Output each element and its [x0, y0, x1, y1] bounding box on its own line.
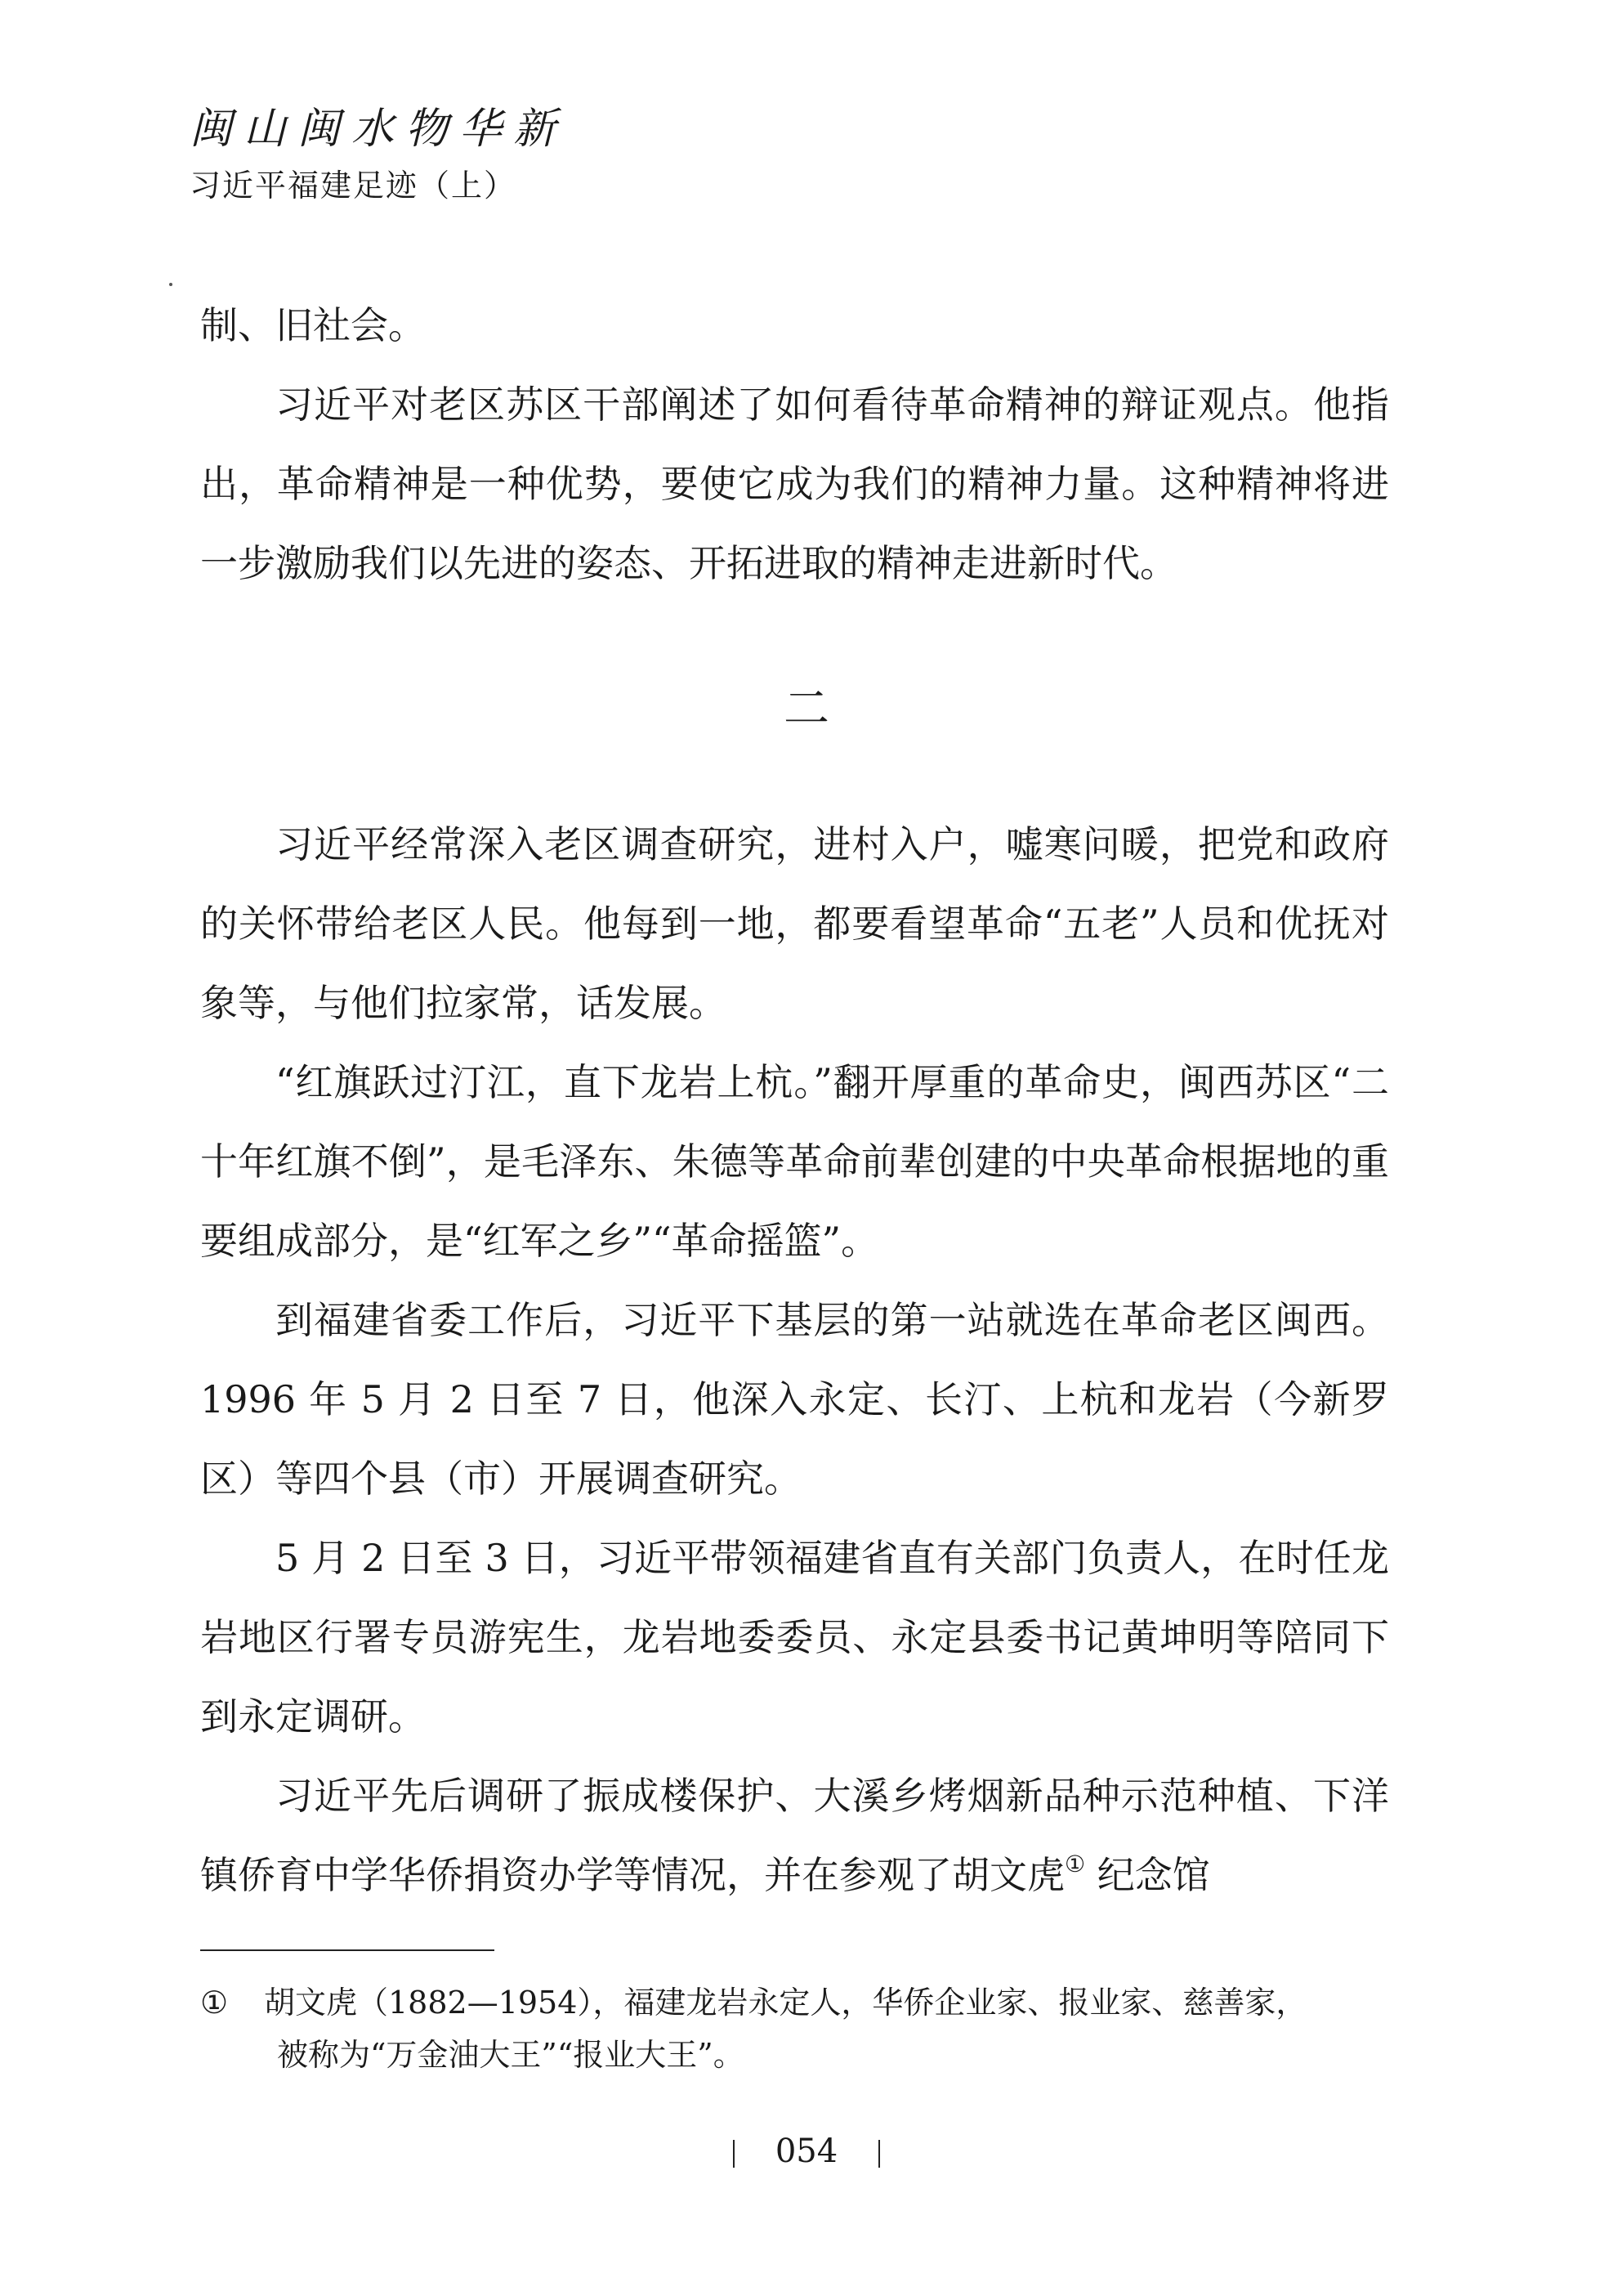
paragraph [200, 1757, 1389, 1915]
running-head [190, 105, 568, 204]
section-heading: 二 [784, 683, 829, 736]
paragraph-text: 习近平先后调研了振成楼保护、大溪乡烤烟新品种示范种植、下洋镇侨育中学华侨捐资办学等情况，并在参观了胡文虎 [200, 1774, 1389, 1897]
footnote-reference[interactable]: ① [1065, 1851, 1086, 1878]
paragraph: 习近平经常深入老区调查研究，进村入户，嘘寒问暖，把党和政府的关怀带给老区人民。他每到一地，都要看望革命“五老”人员和优抚对象等，与他们拉家常，话发展。 [200, 822, 1389, 1025]
footnote-line: 胡文虎（1882—1954），福建龙岩永定人，华侨企业家、报业家、慈善家， [264, 1985, 1307, 2021]
page-number-text: 054 [775, 2133, 838, 2170]
paragraph: 习近平对老区苏区干部阐述了如何看待革命精神的辩证观点。他指出，革命精神是一种优势，要使它成为我们的精神力量。这种精神将进一步激励我们以先进的姿态、开拓进取的精神走进新时代。 [200, 383, 1389, 585]
paragraph: 5 月 2 日至 3 日，习近平带领福建省直有关部门负责人，在时任龙岩地区行署专员游宪生，龙岩地委委员、永定县委书记黄坤明等陪同下到永定调研。 [200, 1536, 1389, 1739]
paragraph: 到福建省委工作后，习近平下基层的第一站就选在革命老区闽西。1996 年 5 月 2 日至 7 日，他深入永定、长汀、上杭和龙岩（今新罗区）等四个县（市）开展调查研究。 [200, 1298, 1389, 1501]
body-text-section-two [200, 805, 1389, 1915]
footnote-rule [200, 1949, 494, 1951]
footnote-line: 被称为“万金油大王”“报业大王”。 [277, 2037, 744, 2073]
body-text-section-one [200, 286, 1389, 603]
series-title: 闽山闽水物华新 [190, 105, 568, 154]
paragraph: “红旗跃过汀江，直下龙岩上杭。”翻开厚重的革命史，闽西苏区“二十年红旗不倒”，是毛泽东、朱德等革命前辈创建的中央革命根据地的重要组成部分，是“红军之乡”“革命摇篮”。 [200, 1060, 1389, 1263]
margin-dot [169, 283, 172, 286]
paragraph: 制、旧社会。 [200, 303, 426, 347]
folio-bar-right [878, 2140, 880, 2168]
footnote-mark: ① [200, 1985, 229, 2021]
page-number [0, 2135, 1613, 2168]
paragraph-text: 纪念馆 [1085, 1853, 1210, 1897]
folio-bar-left [733, 2140, 735, 2168]
book-title: 习近平福建足迹（上） [190, 168, 517, 204]
footnote [200, 1976, 1389, 2081]
